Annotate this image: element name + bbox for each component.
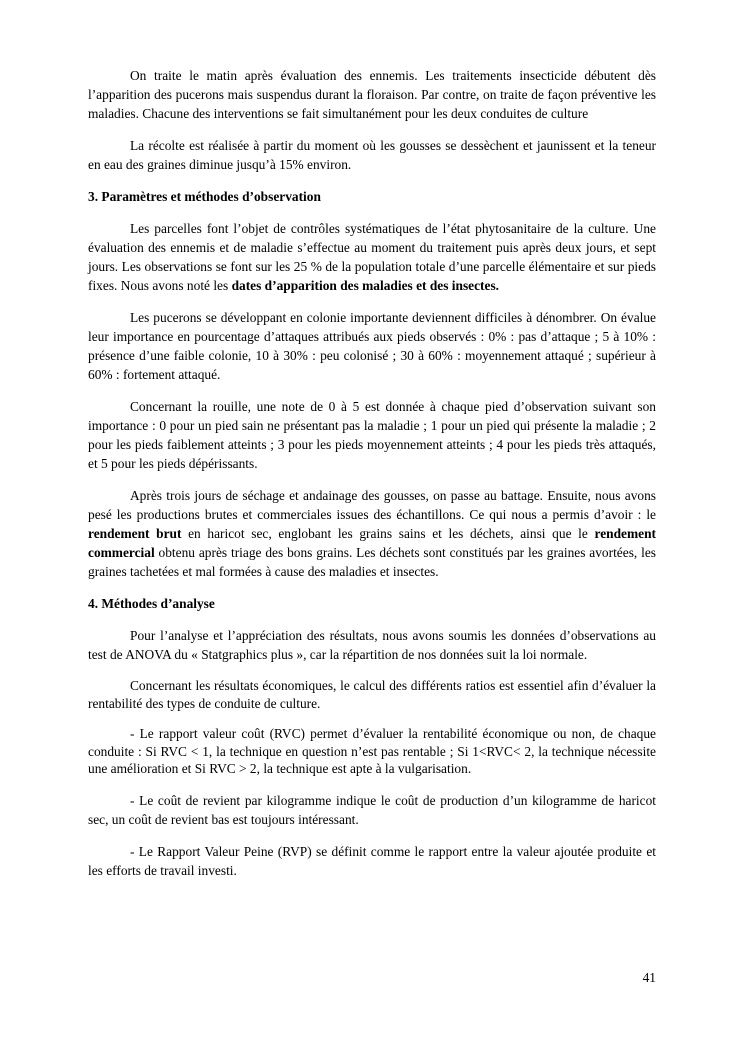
section-heading-3: 3. Paramètres et méthodes d’observation <box>88 189 321 204</box>
page-body <box>88 66 656 893</box>
paragraph-rust: Concernant la rouille, une note de 0 à 5 est donnée à chaque pied d’observation suivant son importance : 0 pour un pied sain ne présentant pas la maladie ; 1 pour un pied qui présente la maladie ; 2 pour les pieds faiblement atteints ; 3 pour les pieds moyennement atteints ; 4 pour les pieds très attaqués, et 5 pour les pieds dépérissants. <box>88 399 656 471</box>
paragraph-yield <box>88 486 656 581</box>
paragraph-observation-text: Les parcelles font l’objet de contrôles systématiques de l’état phytosanitaire de la culture. Une évaluation des ennemis et de maladie s’effectue au moment du traitement puis après deux jours, et sept jours. Les observations se font sur les 25 % de la population totale d’une parcelle élémentaire et sur pieds fixes. Nous avons noté les <box>88 221 656 293</box>
paragraph-yield-text-e: obtenu après triage des bons grains. Les déchets sont constitués par les graines avortées, les graines tachetées et mal formées à cause des maladies et insectes. <box>88 545 656 579</box>
paragraph-yield-bold-commercial: rendement commercial <box>88 526 656 560</box>
paragraph-cost: - Le coût de revient par kilogramme indique le coût de production d’un kilogramme de haricot sec, un coût de revient bas est toujours intéressant. <box>88 792 656 827</box>
paragraph-observation <box>88 219 656 295</box>
page-number: 41 <box>642 970 656 985</box>
paragraph-observation-bold: dates d’apparition des maladies et des insectes. <box>231 278 500 293</box>
paragraph-harvest: La récolte est réalisée à partir du moment où les gousses se dessèchent et jaunissent et la teneur en eau des graines diminue jusqu’à 15% environ. <box>88 138 656 172</box>
section-heading-4: 4. Méthodes d’analyse <box>88 596 215 611</box>
paragraph-yield-text-c: en haricot sec, englobant les grains sains et les déchets, ainsi que le <box>181 526 595 541</box>
paragraph-rvc: - Le rapport valeur coût (RVC) permet d’évaluer la rentabilité économique ou non, de chaque conduite : Si RVC < 1, la technique en question n’est pas rentable ; Si 1<RVC< 2, la technique nécessite une amélioration et Si RVC > 2, la technique est apte à la vulgarisation. <box>88 726 656 776</box>
paragraph-yield-text-a: Après trois jours de séchage et andainage des gousses, on passe au battage. Ensuite, nous avons pesé les productions brutes et commerciales issues des échantillons. Ce qui nous a permis d’avoir : le <box>88 488 656 522</box>
paragraph-rvp: - Le Rapport Valeur Peine (RVP) se définit comme le rapport entre la valeur ajoutée produite et les efforts de travail investi. <box>88 843 656 878</box>
paragraph-anova: Pour l’analyse et l’appréciation des résultats, nous avons soumis les données d’observations au test de ANOVA du « Statgraphics plus », car la répartition de nos données suit la loi normale. <box>88 628 656 662</box>
paragraph-economics: Concernant les résultats économiques, le calcul des différents ratios est essentiel afin d’évaluer la rentabilité des types de conduite de culture. <box>88 678 656 711</box>
paragraph-aphids: Les pucerons se développant en colonie importante deviennent difficiles à dénombrer. On évalue leur importance en pourcentage d’attaques attribués aux pieds observés : 0% : pas d’attaque ; 5 à 10% : présence d’une faible colonie, 10 à 30% : peu colonisé ; 30 à 60% : moyennement attaqué ; supérieur à 60% : fortement attaqué. <box>88 310 656 382</box>
paragraph-yield-bold-brut: rendement brut <box>88 526 182 541</box>
paragraph-treatment: On traite le matin après évaluation des ennemis. Les traitements insecticide débutent dès l’apparition des pucerons mais suspendus durant la floraison. Par contre, on traite de façon préventive les maladies. Chacune des interventions se fait simultanément pour les deux conduites de culture <box>88 68 656 121</box>
